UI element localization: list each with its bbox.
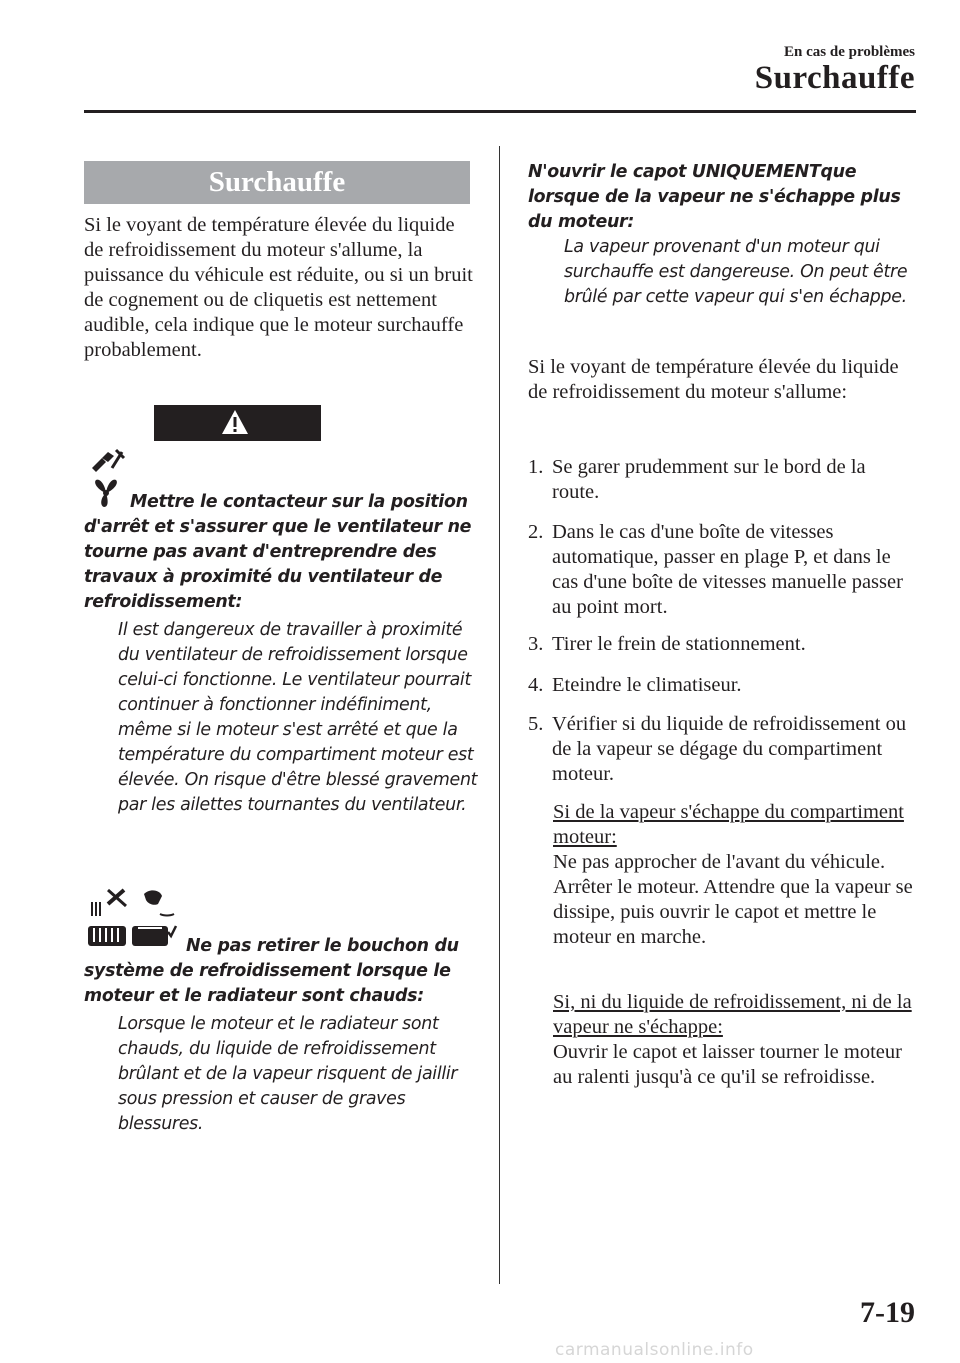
- page-number: 7-19: [860, 1296, 915, 1329]
- watermark: carmanualsonline.info: [555, 1340, 754, 1360]
- warning1-body: Il est dangereux de travailler à proximité du ventilateur de refroidissement lorsque celui-ci fonctionne. Le ventilateur pourrait continuer à fonctionner indéfiniment, même si le moteur s'est arrêté et que la température du compartiment moteur est élevée. On risque d'être blessé gravement par les ailettes tournantes du ventilateur.: [118, 620, 478, 815]
- case-steam-body: Ne pas approcher de l'avant du véhicule. Arrêter le moteur. Attendre que la vapeur se dissipe, puis ouvrir le capot et mettre le moteur en marche.: [553, 851, 913, 948]
- case-no-steam-heading: Si, ni du liquide de refroidissement, ni de la vapeur ne s'échappe:: [553, 991, 912, 1038]
- step-item: 4. Eteindre le climatiseur.: [528, 674, 742, 696]
- case-steam: [553, 800, 923, 950]
- step-item: 3. Tirer le frein de stationnement.: [528, 633, 806, 655]
- header-rule: [84, 110, 916, 113]
- warning2-lead: Ne pas retirer le bouchon du système de refroidissement lorsque le moteur et le radiateur sont chauds:: [84, 936, 459, 1006]
- case-steam-heading: Si de la vapeur s'échappe du compartiment moteur:: [553, 801, 904, 848]
- section-title-bar: Surchauffe: [84, 161, 470, 204]
- hood-warning-body: La vapeur provenant d'un moteur qui surchauffe est dangereuse. On peut être brûlé par cette vapeur qui s'en échappe.: [564, 237, 908, 307]
- page-heading: Surchauffe: [754, 60, 915, 96]
- warning-triangle-icon: [221, 409, 249, 435]
- caution-label: PRUDENCE: [161, 444, 314, 474]
- intro-paragraph: Si le voyant de température élevée du liquide de refroidissement du moteur s'allume, la puissance du véhicule est réduite, ou si un bruit de cognement ou de cliquetis est nettement audible, cela indique que le moteur surchauffe probablement.: [84, 214, 473, 361]
- step-item: 5. Vérifier si du liquide de refroidissement ou de la vapeur se dégage du compartiment moteur.: [528, 713, 907, 785]
- step-item: 1. Se garer prudemment sur le bord de la route.: [528, 456, 866, 503]
- procedure-intro: Si le voyant de température élevée du liquide de refroidissement du moteur s'allume:: [528, 356, 899, 403]
- hood-warning-lead: N'ouvrir le capot UNIQUEMENTque lorsque de la vapeur ne s'échappe plus du moteur:: [528, 162, 901, 232]
- case-no-steam: [553, 990, 923, 1090]
- section-label: En cas de problèmes: [784, 44, 915, 60]
- warning1-lead: Mettre le contacteur sur la position d'arrêt et s'assurer que le ventilateur ne tourne pas avant d'entreprendre des travaux à proximité du ventilateur de refroidissement:: [84, 492, 472, 612]
- caution-banner: [154, 405, 321, 474]
- step-item: 2. Dans le cas d'une boîte de vitesses automatique, passer en plage P, et dans le cas d'une boîte de vitesses manuelle passer au point mort.: [528, 521, 903, 618]
- column-divider: [499, 146, 500, 1284]
- warning2-body: Lorsque le moteur et le radiateur sont chauds, du liquide de refroidissement brûlant et de la vapeur risquent de jaillir sous pression et causer de graves blessures.: [118, 1014, 458, 1134]
- no-hand-tool-icon: [88, 448, 128, 474]
- case-no-steam-body: Ouvrir le capot et laisser tourner le moteur au ralenti jusqu'à ce qu'il se refroidisse.: [553, 1041, 902, 1088]
